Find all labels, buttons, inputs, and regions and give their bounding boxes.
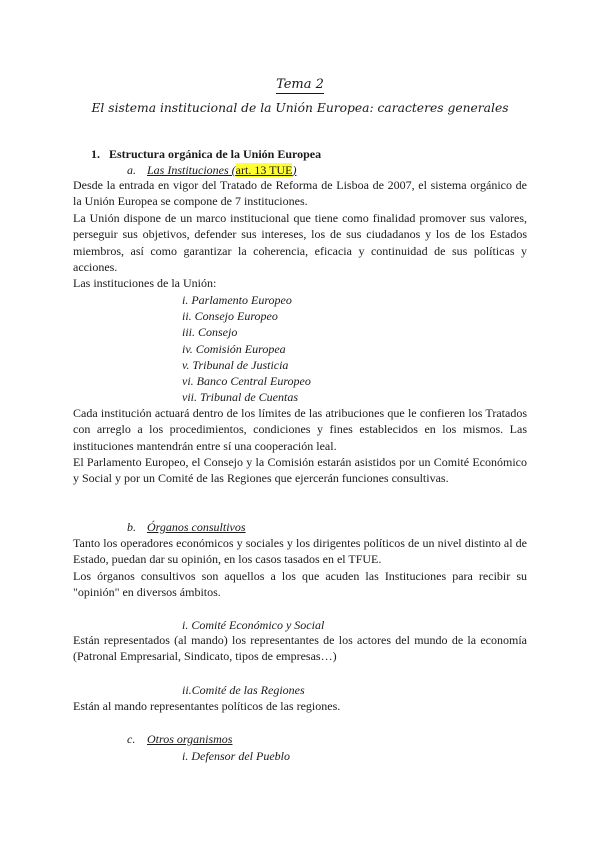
section-heading [91,146,321,162]
institution-item: iii. Consejo [182,325,238,339]
paragraph-instituciones-intro: Las instituciones de la Unión: [73,276,217,290]
paragraph-operadores: Tanto los operadores económicos y sociales y los dirigentes políticos de un nivel distinto al de Estado, puedan dar su opinión, en los casos tasados en el TFUE. [73,536,527,567]
paragraph-comite-regiones: Están al mando representantes políticos de las regiones. [73,699,341,713]
subsection-b-letter: b. [127,520,136,534]
institution-item: iv. Comisión Europea [182,342,286,356]
subsection-b-heading [127,519,246,535]
article-reference-highlight: art. 13 TUE [235,163,293,177]
document-title [0,77,600,93]
subsection-b-label: Órganos consultivos [147,520,246,534]
subsection-c-letter: c. [127,732,136,746]
subsection-c-heading [127,731,232,747]
paragraph-organos-definicion: Los órganos consultivos son aquellos a los que acuden las Instituciones para recibir su "opinión" en diversos ámbitos. [73,569,527,600]
paragraph-comites: El Parlamento Europeo, el Consejo y la Comisión estarán asistidos por un Comité Económico y Social y por un Comité de las Regiones que ejercerán funciones consultivas. [73,455,527,486]
other-body-title: i. Defensor del Pueblo [182,749,290,763]
institution-item: i. Parlamento Europeo [182,293,292,307]
institution-item: ii. Consejo Europeo [182,309,278,323]
section-number: 1. [91,147,100,161]
section-heading-text: Estructura orgánica de la Unión Europea [109,147,322,161]
document-subtitle: El sistema institucional de la Unión Europea: caracteres generales [91,101,509,115]
paragraph-marco-institucional: La Unión dispone de un marco institucional que tiene como finalidad promover sus valores, perseguir sus objetivos, defender sus intereses, los de sus ciudadanos y los de los Estados miembros, así como garantizar la coherencia, eficacia y continuidad de sus políticas y acciones. [73,211,527,275]
paragraph-atribuciones: Cada institución actuará dentro de los límites de las atribuciones que le confieren los Tratados con arreglo a los procedimientos, condiciones y fines establecidos en los mismos. Las instituciones mantendrán entre sí una cooperación leal. [73,406,527,453]
paragraph-lisboa: Desde la entrada en vigor del Tratado de Reforma de Lisboa de 2007, el sistema orgánico de la Unión Europea se compone de 7 instituciones. [73,178,527,209]
consultive-body-title: i. Comité Económico y Social [182,618,325,632]
document-title-text: Tema 2 [276,77,324,92]
subsection-a-letter: a. [127,163,136,177]
subsection-a-heading [127,162,296,178]
subsection-c-label: Otros organismos [147,732,233,746]
paragraph-comite-economico: Están representados (al mando) los representantes de los actores del mundo de la economía (Patronal Empresarial, Sindicato, tipos de empresas…) [73,633,527,664]
subsection-a-label-suffix: ) [292,163,297,177]
subsection-a-label-prefix: Las Instituciones ( [147,163,236,177]
institution-item: v. Tribunal de Justicia [182,358,289,372]
consultive-body-title: ii.Comité de las Regiones [182,683,305,697]
institution-item: vi. Banco Central Europeo [182,374,311,388]
institution-item: vii. Tribunal de Cuentas [182,390,299,404]
